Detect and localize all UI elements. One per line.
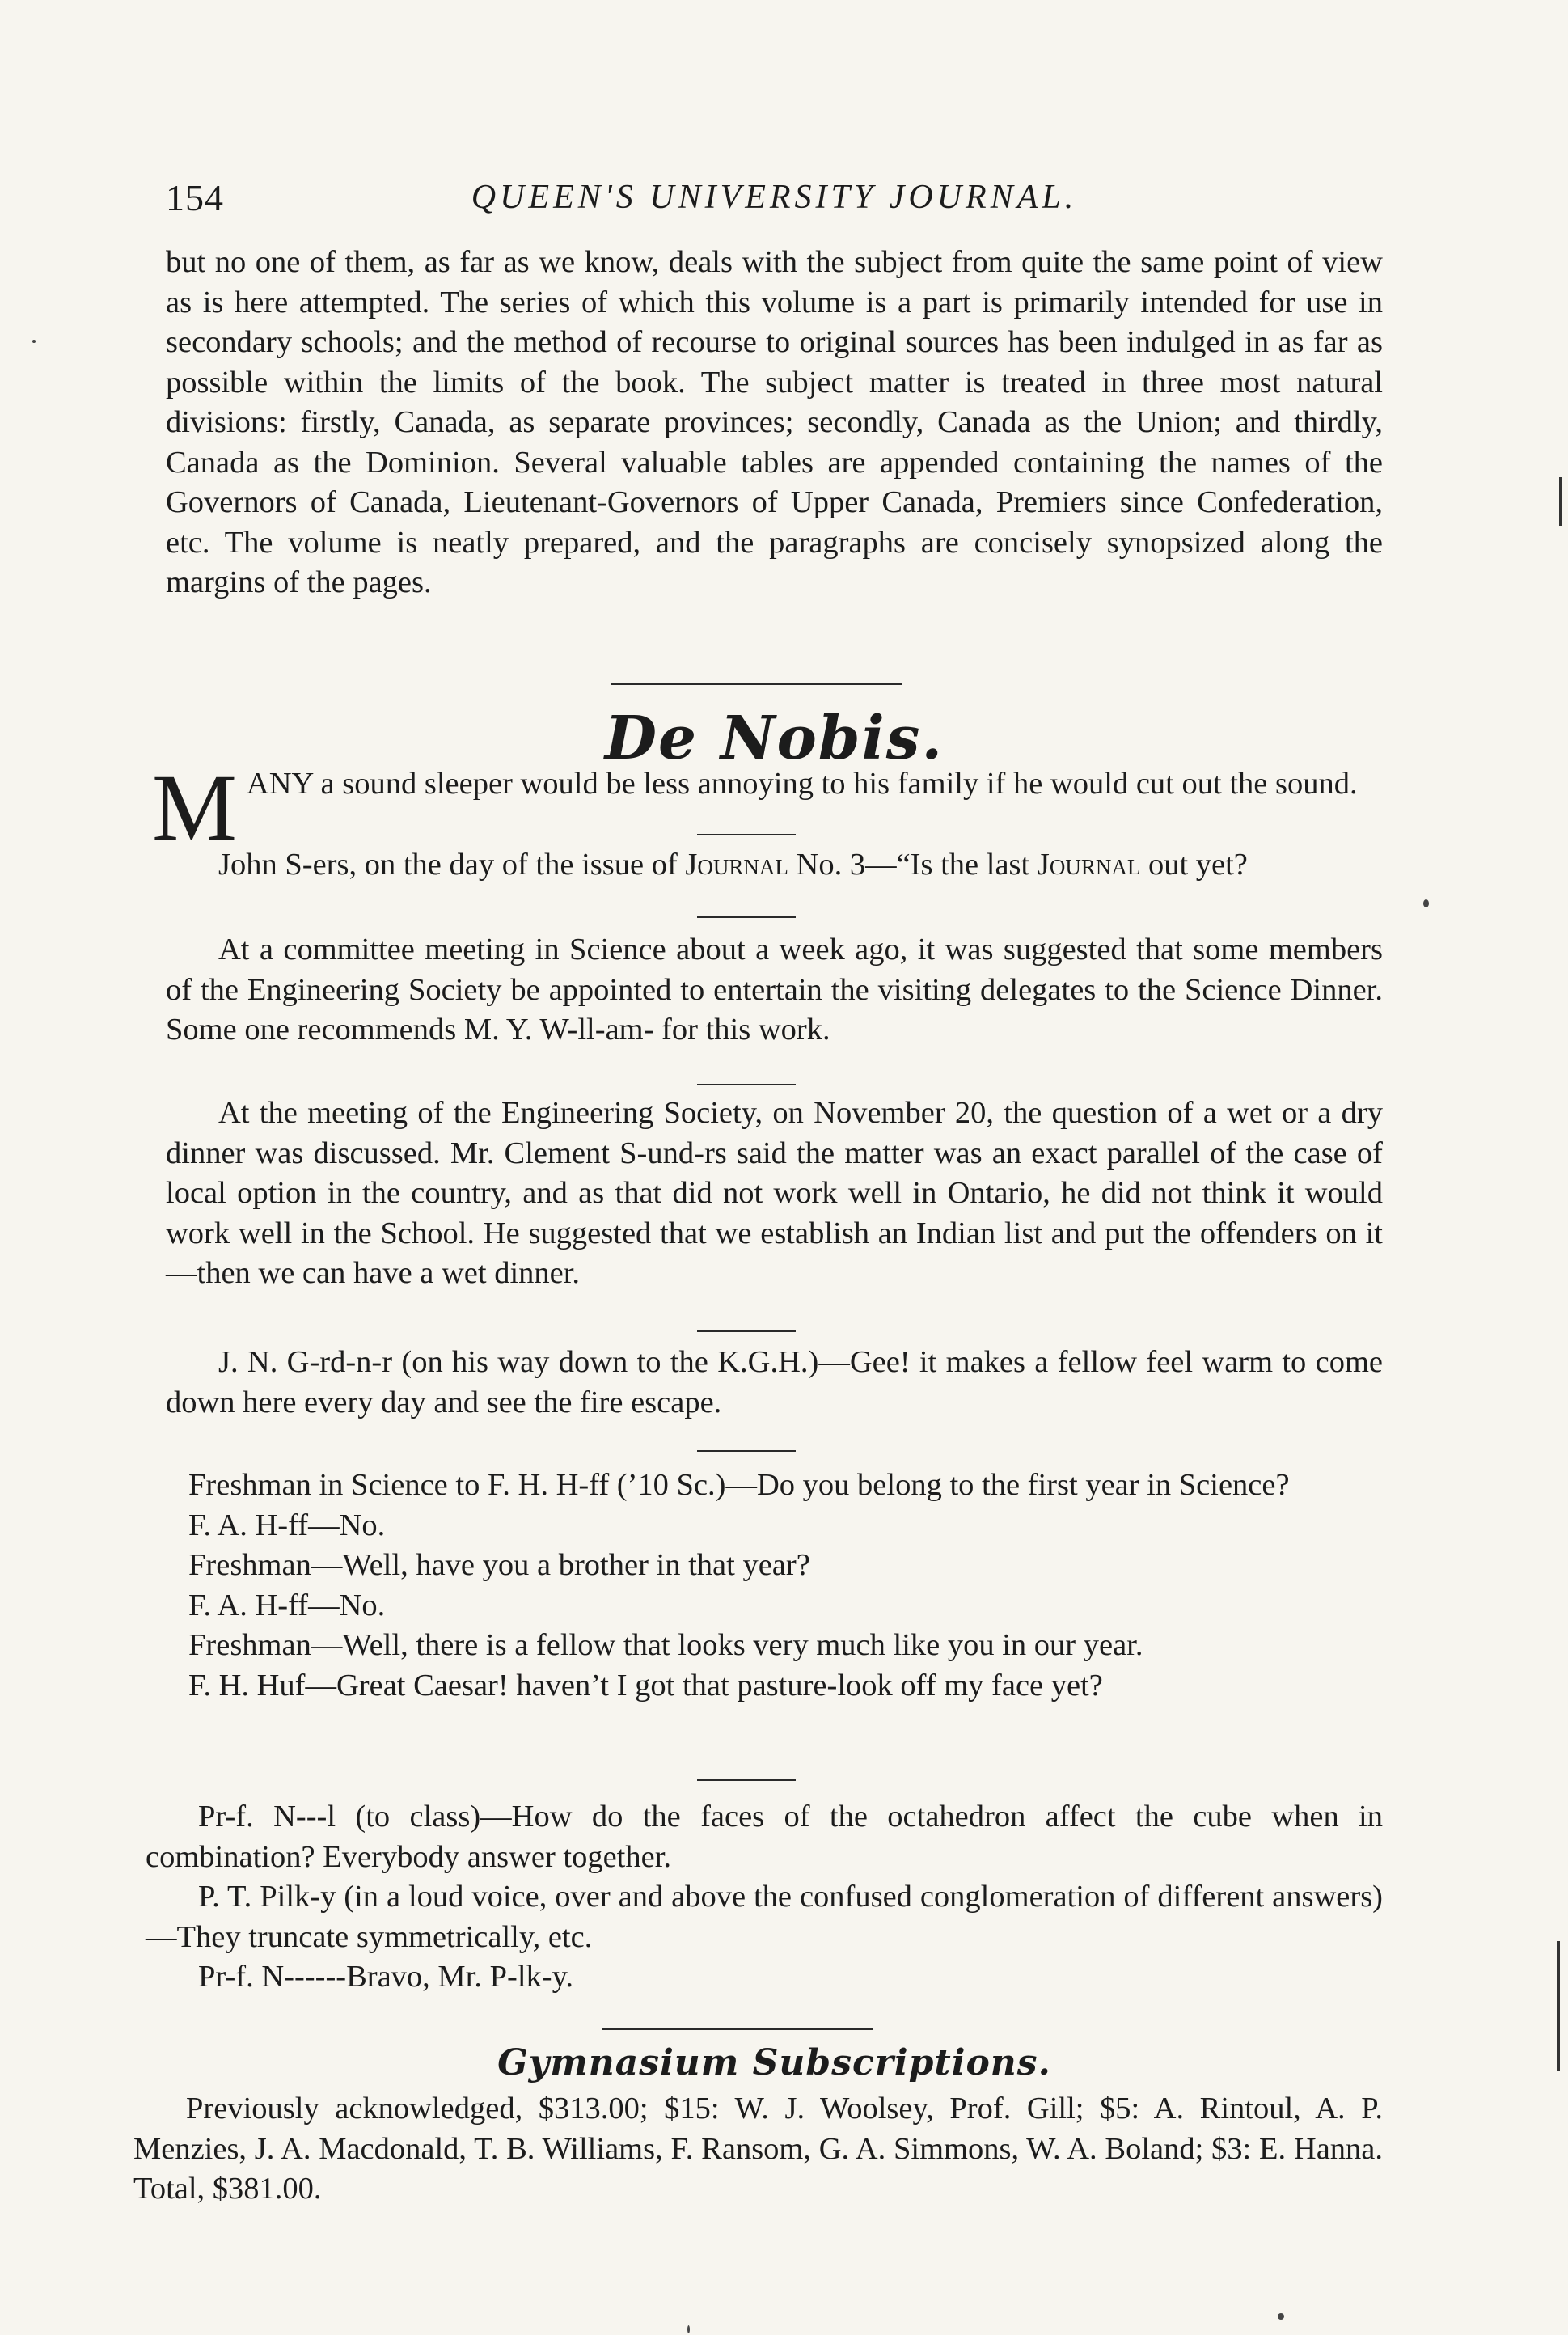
dialogue-line: Freshman—Well, there is a fellow that looks very much like you in our year. [188, 1628, 1143, 1662]
page-header [166, 176, 1383, 233]
item-divider [697, 834, 796, 835]
de-nobis-item-committee [166, 930, 1383, 1051]
book-review-paragraph [166, 243, 1383, 603]
dialogue-line: Pr-f. N------Bravo, Mr. P-lk-y. [198, 1960, 573, 1994]
journal-word-2: Journal [1037, 848, 1141, 882]
drop-cap-letter: M [152, 755, 237, 861]
dialogue-line: F. A. H-ff—No. [188, 1588, 386, 1622]
scan-speck [1423, 899, 1429, 907]
journal-item-part-b: No. 3—“Is the last [788, 848, 1038, 882]
scan-speck [32, 340, 36, 343]
section-divider [602, 2028, 873, 2030]
de-nobis-dialogue-freshman [136, 1466, 1383, 1706]
journal-item-part-c: out yet? [1140, 848, 1248, 882]
scan-edge-mark [1559, 477, 1562, 526]
item-divider [697, 1084, 796, 1085]
section-divider [611, 683, 902, 685]
dialogue-line: F. A. H-ff—No. [188, 1508, 386, 1542]
gymnasium-subscriptions-text: Previously acknowledged, $313.00; $15: W. J. Woolsey, Prof. Gill; $5: A. Rintoul, A. P. Menzies, J. A. Macdonald, T. B. Williams, F. Ransom, G. A. Simmons, W. A. Boland; $3: E. Hanna. Total, $381.00. [133, 2092, 1383, 2206]
journal-item-part-a: John S-ers, on the day of the issue of [218, 848, 686, 882]
gymnasium-subscriptions-heading: Gymnasium Subscriptions. [497, 2042, 1051, 2083]
item-divider [697, 916, 796, 918]
scan-speck [1278, 2313, 1284, 2320]
sleeper-caps: ANY [246, 767, 313, 801]
journal-word-1: Journal [685, 848, 788, 882]
scan-speck [687, 2325, 690, 2333]
scan-edge-mark [1557, 1941, 1560, 2071]
item-divider [697, 1779, 796, 1781]
journal-title: QUEEN'S UNIVERSITY JOURNAL. [471, 179, 1078, 216]
book-review-text: but no one of them, as far as we know, deals with the subject from quite the same point of view as is here attempted. The series of which this volume is a part is primarily intended for use in secondary schools; and the method of recourse to original sources has been indulged in as far as possible within the limits of the book. The subject matter is treated in three most natural divisions: firstly, Canada, as separate provinces; secondly, Canada as the Union; and thirdly, Canada as the Dominion. Several valuable tables are appended containing the names of the Governors of Canada, Lieutenant-Governors of Upper Canada, Premiers since Confederation, etc. The volume is neatly prepared, and the paragraphs are concisely synopsized along the margins of the pages. [166, 245, 1383, 599]
item-divider [697, 1330, 796, 1332]
fire-escape-text: J. N. G-rd-n-r (on his way down to the K.G.H.)—Gee! it makes a fellow feel warm to come down here every day and see the fire escape. [166, 1345, 1383, 1419]
de-nobis-item-fire-escape [166, 1343, 1383, 1423]
dialogue-line: Pr-f. N---l (to class)—How do the faces of the octahedron affect the cube when in combination? Everybody answer together. [146, 1800, 1383, 1874]
dialogue-line: F. H. Huf—Great Caesar! haven’t I got that pasture-look off my face yet? [188, 1668, 1103, 1703]
engineering-society-text: At the meeting of the Engineering Society, on November 20, the question of a wet or a dry dinner was discussed. Mr. Clement S-und-rs said the matter was an exact parallel of the case of local option in the country, and as that did not work well in Ontario, he did not think it would work well in the School. He suggested that we establish an Indian list and put the offenders on it—then we can have a wet dinner. [166, 1096, 1383, 1290]
page-number: 154 [166, 177, 224, 218]
gymnasium-subscriptions-paragraph [133, 2089, 1383, 2210]
dialogue-line: Freshman—Well, have you a brother in that year? [188, 1548, 810, 1582]
dialogue-line: Freshman in Science to F. H. H-ff (’10 Sc.)—Do you belong to the first year in Science? [188, 1468, 1290, 1502]
de-nobis-item-journal [166, 845, 1383, 886]
de-nobis-dialogue-octahedron [146, 1797, 1383, 1998]
de-nobis-item-engineering-society [166, 1093, 1383, 1294]
de-nobis-heading: De Nobis. [604, 704, 945, 773]
committee-text: At a committee meeting in Science about a week ago, it was suggested that some members of the Engineering Society be appointed to entertain the visiting delegates to the Science Dinner. Some one recommends M. Y. W-ll-am- for this work. [166, 933, 1383, 1047]
item-divider [697, 1450, 796, 1452]
dialogue-line: P. T. Pilk-y (in a loud voice, over and above the confused conglomeration of different answers)—They truncate symmetrically, etc. [146, 1880, 1383, 1954]
sleeper-text: a sound sleeper would be less annoying to his family if he would cut out the sound. [312, 767, 1358, 801]
